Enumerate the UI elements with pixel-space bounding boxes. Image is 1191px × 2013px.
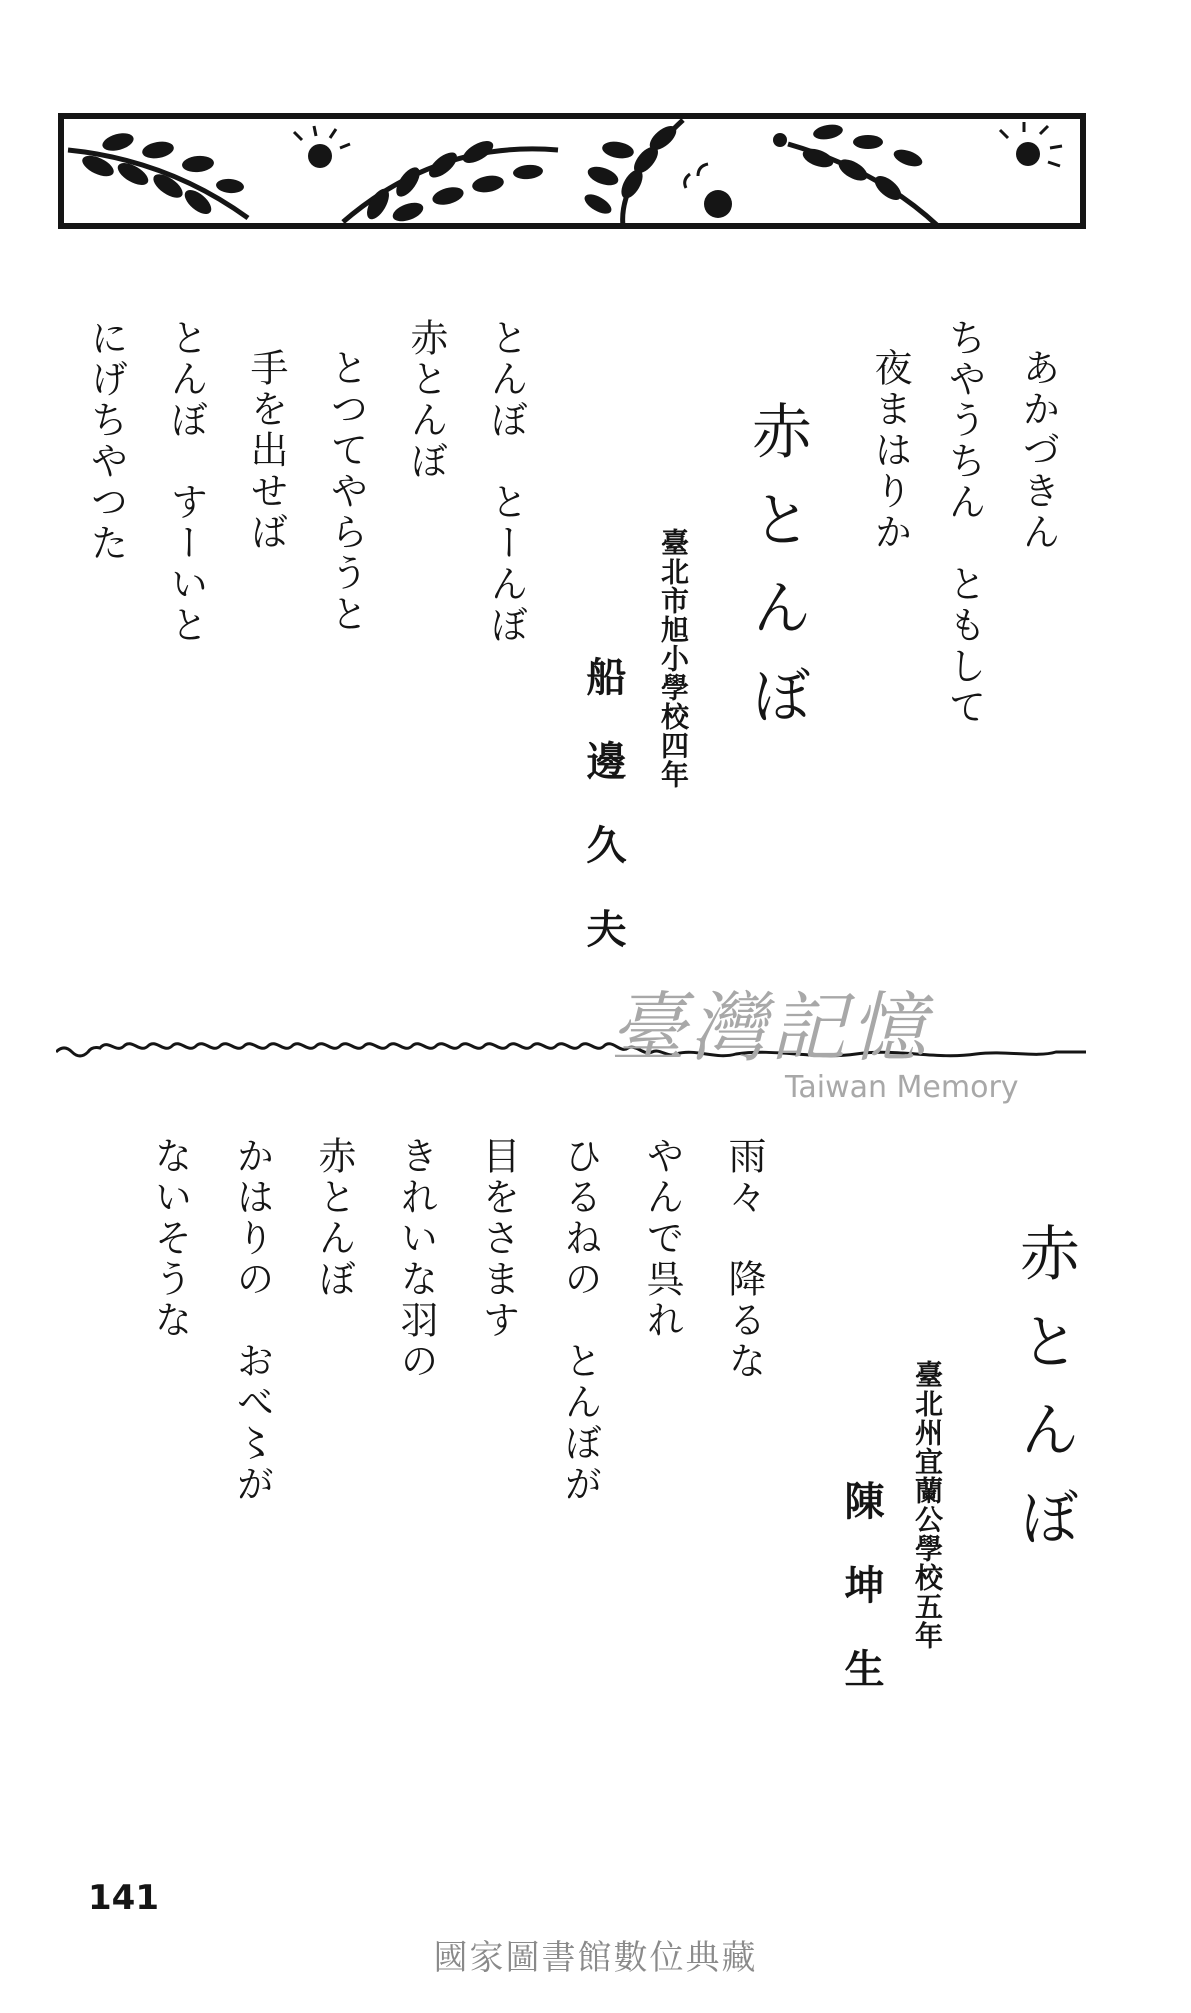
poem1-author: 船邊久夫 (580, 656, 626, 992)
poem2-school: 臺北州宜蘭公學校五年 (911, 1360, 944, 1650)
poem1-line-7: 手を出せば (244, 348, 288, 553)
poem2-line-8: ないそうな (148, 1136, 192, 1341)
poem1-line-2: ちやうちん ともして (942, 318, 986, 728)
taiwan-memory-watermark (610, 983, 1019, 1105)
poem2-line-4: 目をさます (476, 1136, 520, 1341)
poem2-line-1: 雨々 降るな (722, 1136, 766, 1382)
poem1-line-4: とんぼ とーんぼ (484, 318, 528, 646)
poem2-line-7: かはりの おべ〻が (230, 1136, 274, 1505)
poem2-line-5: きれいな羽の (394, 1136, 438, 1382)
poem1-title: 赤とんぼ (742, 400, 812, 752)
poem2-line-6: 赤とんぼ (312, 1136, 356, 1300)
poem1-line-6: とつてやらうと (324, 348, 368, 635)
poem1-line-1: あかづきん (1016, 348, 1060, 553)
poem2-title: 赤とんぼ (1010, 1222, 1080, 1574)
poem2-line-3: ひるねの とんぼが (558, 1136, 602, 1505)
poem1-line-8: とんぼ すーいと (164, 318, 208, 646)
decorative-vine-banner (58, 110, 1088, 234)
poem1-school: 臺北市旭小學校四年 (657, 528, 690, 789)
poem2-author: 陳坤生 (838, 1480, 884, 1732)
watermark-subtext: Taiwan Memory (785, 1070, 1019, 1105)
poem1-line-9: にげちやつた (84, 318, 128, 564)
poem1-line-3: 夜まはりか (868, 348, 912, 553)
library-footer: 國家圖書館數位典藏 (433, 1938, 758, 1978)
poem1-line-5: 赤とんぼ (404, 318, 448, 482)
watermark-text: 臺灣記憶 (610, 983, 930, 1072)
poem2-line-2: やんで呉れ (640, 1136, 684, 1341)
page-number: 141 (88, 1878, 159, 1918)
